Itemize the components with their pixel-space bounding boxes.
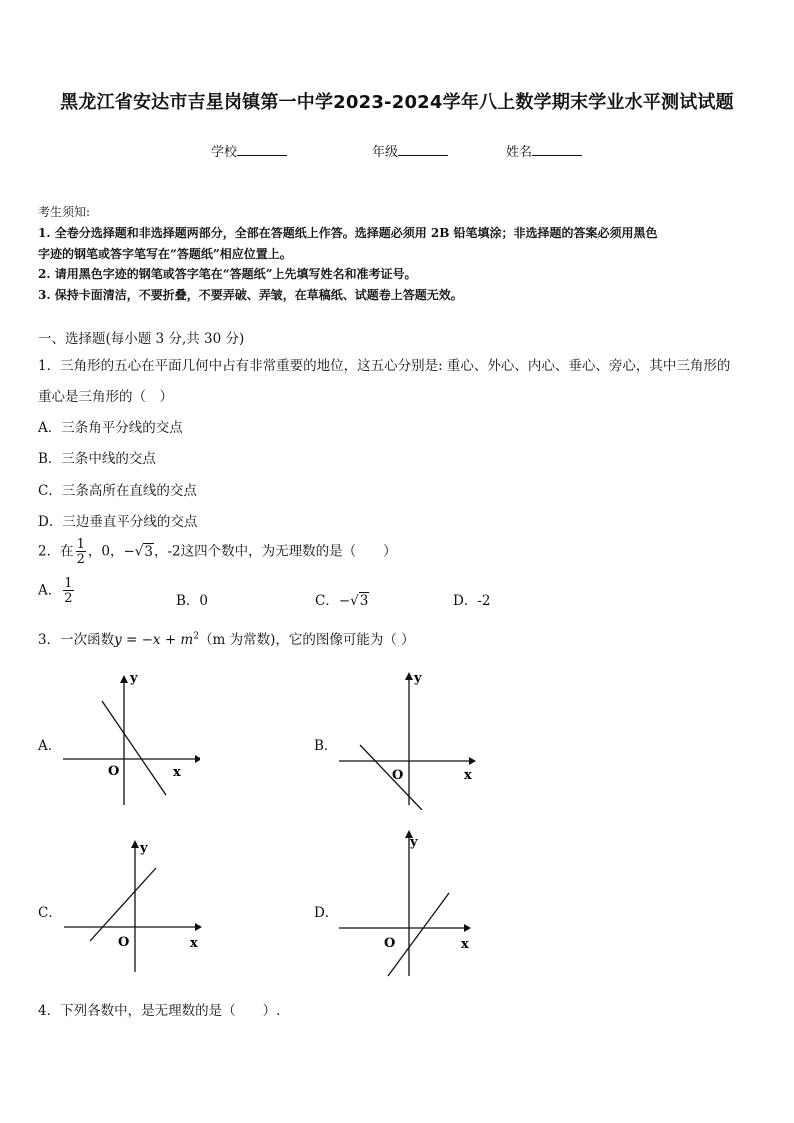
school-blank xyxy=(237,143,287,156)
section-heading: 一、选择题(每小题 3 分,共 30 分) xyxy=(38,331,245,347)
school-label: 学校 xyxy=(211,145,238,160)
q2-option-c-label: C．− xyxy=(315,593,351,609)
q2-suffix: ，-2这四个数中，为无理数的是（ ） xyxy=(153,543,397,560)
notice-item: 1. 全卷分选择题和非选择题两部分，全部在答题纸上作答。选择题必须用 2B 铅笔填涂；非选择题的答案必须用黑色 xyxy=(38,226,658,240)
origin-label: O xyxy=(108,764,120,779)
q3-option-c-label: C． xyxy=(38,905,62,921)
q2-neg: − xyxy=(123,543,135,560)
grade-label: 年级 xyxy=(372,145,399,160)
notice-item: 字迹的钢笔或答字笔写在“答题纸”相应位置上。 xyxy=(38,247,292,261)
q3-option-b-label: B． xyxy=(314,738,338,754)
frac-denominator: 2 xyxy=(64,591,73,606)
fraction-half xyxy=(63,577,73,605)
school-field xyxy=(211,141,287,160)
notice-item: 2. 请用黑色字迹的钢笔或答字笔在“答题纸”上先填写姓名和准考证号。 xyxy=(38,267,417,281)
x-axis-label: x xyxy=(190,936,198,951)
graph-b-svg xyxy=(336,665,481,810)
q2-option-d: D．-2 xyxy=(453,593,491,609)
graph-d xyxy=(336,826,481,985)
q3-prefix: 3．一次函数 xyxy=(38,632,115,648)
y-axis-label: y xyxy=(414,671,422,686)
function-line xyxy=(360,745,422,810)
x-axis-arrow xyxy=(195,923,202,931)
graph-a xyxy=(60,665,200,814)
grade-field xyxy=(372,141,448,160)
frac-denominator: 2 xyxy=(76,552,85,567)
q1-stem-line1: 1．三角形的五心在平面几何中占有非常重要的地位，这五心分别是: 重心、外心、内心、垂心、旁心，其中三角形的 xyxy=(38,358,731,374)
function-line xyxy=(102,701,166,795)
y-axis-arrow xyxy=(405,672,413,680)
y-axis-label: y xyxy=(410,835,418,850)
y-axis-arrow xyxy=(131,840,139,848)
x-axis-label: x xyxy=(461,937,469,952)
q1-option-b: B．三条中线的交点 xyxy=(38,451,156,467)
q2-option-b: B．0 xyxy=(176,593,209,609)
name-field xyxy=(506,141,582,160)
sqrt-three: 3 xyxy=(144,543,153,560)
origin-label: O xyxy=(392,768,404,783)
q3-formula: y = −x + m xyxy=(114,632,194,648)
graph-b xyxy=(336,665,481,814)
notice-heading: 考生须知: xyxy=(38,205,91,219)
q1-stem-line2: 重心是三角形的（ ） xyxy=(38,389,173,405)
frac-numerator: 1 xyxy=(76,537,85,552)
x-axis-arrow xyxy=(469,757,476,765)
function-line xyxy=(388,893,449,976)
q2-option-c: C．−√3 xyxy=(315,593,369,609)
graph-c-svg xyxy=(60,832,205,977)
q2-option-a-label: A． xyxy=(38,582,62,599)
frac-numerator: 1 xyxy=(64,576,73,591)
q2-prefix: 2．在 xyxy=(38,543,74,560)
q2-stem: 2．在 $\frac{1}{2}$ ，0，−√3，-2这四个数中，为无理数的是（ ） xyxy=(38,537,397,567)
graph-d-svg xyxy=(336,826,481,981)
origin-label: O xyxy=(118,935,130,950)
x-axis-label: x xyxy=(464,768,472,783)
name-label: 姓名 xyxy=(506,145,533,160)
function-line xyxy=(90,868,156,941)
y-axis-arrow xyxy=(120,675,128,683)
origin-label: O xyxy=(384,936,396,951)
q3-stem xyxy=(38,628,415,648)
x-axis-label: x xyxy=(173,765,181,780)
q3-suffix: （m 为常数)，它的图像可能为（ ） xyxy=(198,632,415,648)
q3-exponent: 2 xyxy=(193,631,199,642)
q2-mid: ，0， xyxy=(87,543,124,560)
q1-option-a: A．三条角平分线的交点 xyxy=(38,420,183,436)
y-axis-label: y xyxy=(130,671,138,686)
grade-blank xyxy=(398,143,448,156)
q3-option-d-label: D． xyxy=(314,905,339,921)
fraction-half xyxy=(76,538,86,566)
name-blank xyxy=(532,143,582,156)
x-axis-arrow xyxy=(464,924,471,932)
page-title: 黑龙江省安达市吉星岗镇第一中学2023-2024学年八上数学期末学业水平测试试题 xyxy=(60,92,734,113)
q4-stem: 4．下列各数中，是无理数的是（ ）. xyxy=(38,1003,281,1019)
q2-option-a xyxy=(38,577,76,605)
q1-option-d: D．三边垂直平分线的交点 xyxy=(38,514,198,530)
q3-option-a-label: A． xyxy=(38,738,62,754)
graph-c xyxy=(60,832,205,981)
sqrt-three: 3 xyxy=(359,593,369,609)
y-axis-label: y xyxy=(140,841,148,856)
graph-a-svg xyxy=(60,665,200,810)
x-axis-arrow xyxy=(195,755,200,763)
notice-item: 3. 保持卡面清洁，不要折叠，不要弄破、弄皱，在草稿纸、试题卷上答题无效。 xyxy=(38,288,463,302)
q1-option-c: C．三条高所在直线的交点 xyxy=(38,483,197,499)
